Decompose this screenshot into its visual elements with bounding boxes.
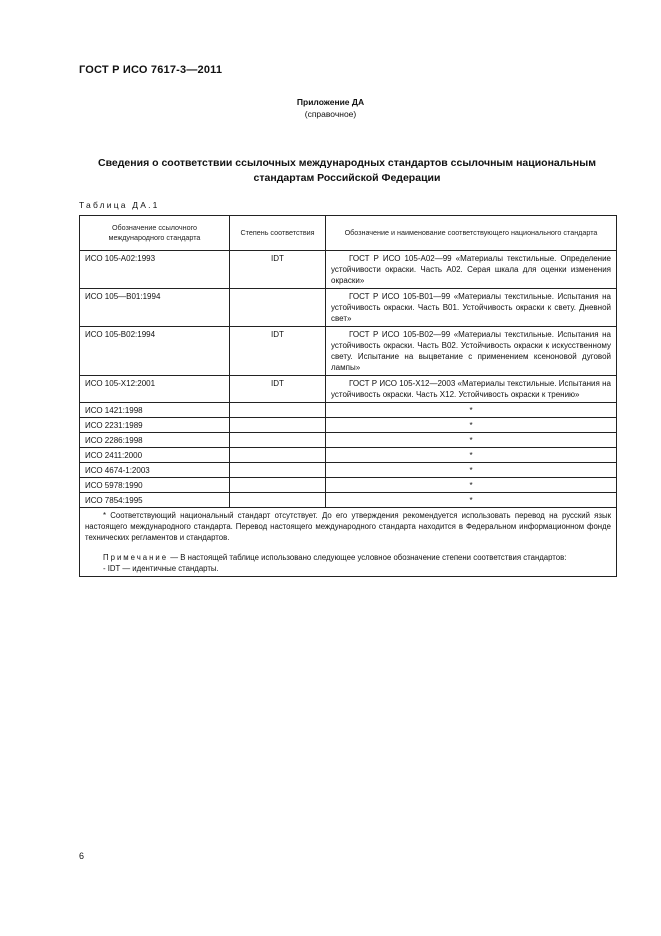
appendix-heading xyxy=(0,96,661,120)
cell-description: ГОСТ Р ИСО 105-В02—99 «Материалы текстильные. Испытания на устойчивость окраски. Часть В02. Устойчивость окраски к искусственному свету. Испытание на выцветание с применением ксеноновой дуговой лампы» xyxy=(326,327,617,376)
table-row xyxy=(80,289,617,327)
cell-description: * xyxy=(326,448,617,463)
section-title-line-2: стандартам Российской Федерации xyxy=(253,172,441,184)
table-row xyxy=(80,418,617,433)
note-item: - IDT — идентичные стандарты. xyxy=(103,564,219,573)
footnote-text: * Соответствующий национальный стандарт отсутствует. До его утверждения рекомендуется использовать перевод на русский язык настоящего международного стандарта. Перевод настоящего международного стандарта находится в Федеральном информационном фонде технических регламентов и стандартов. xyxy=(85,511,611,542)
document-header: ГОСТ Р ИСО 7617-3—2011 xyxy=(79,64,223,76)
cell-code: ИСО 7854:1995 xyxy=(80,493,230,508)
table-row xyxy=(80,433,617,448)
appendix-subtitle: (справочное) xyxy=(304,109,357,119)
table-row xyxy=(80,403,617,418)
note-text: — В настоящей таблице использовано следующее условное обозначение степени соответствия стандартов: xyxy=(168,553,567,562)
cell-degree xyxy=(230,493,326,508)
cell-code: ИСО 2286:1998 xyxy=(80,433,230,448)
header-national-standard: Обозначение и наименование соответствующего национального стандарта xyxy=(326,216,617,251)
table-row xyxy=(80,376,617,403)
cell-degree xyxy=(230,448,326,463)
section-title-line-1: Сведения о соответствии ссылочных международных стандартов ссылочным национальным xyxy=(98,157,596,169)
note-label: Примечание xyxy=(103,553,169,562)
cell-description: * xyxy=(326,463,617,478)
header-international-standard: Обозначение ссылочного международного стандарта xyxy=(80,216,230,251)
note-paragraph xyxy=(85,552,611,563)
table-caption: Таблица ДА.1 xyxy=(79,200,160,210)
cell-degree xyxy=(230,433,326,448)
header-degree: Степень соответствия xyxy=(230,216,326,251)
cell-description: * xyxy=(326,433,617,448)
cell-degree xyxy=(230,463,326,478)
cell-code: ИСО 105-Х12:2001 xyxy=(80,376,230,403)
table-row xyxy=(80,251,617,289)
cell-description: ГОСТ Р ИСО 105-В01—99 «Материалы текстильные. Испытания на устойчивость окраски. Часть В01. Устойчивость окраски к свету. Дневной свет» xyxy=(326,289,617,327)
cell-code: ИСО 2231:1989 xyxy=(80,418,230,433)
table-header-row xyxy=(80,216,617,251)
correspondence-table xyxy=(79,215,617,577)
cell-description: * xyxy=(326,478,617,493)
cell-degree xyxy=(230,403,326,418)
cell-code: ИСО 105-А02:1993 xyxy=(80,251,230,289)
cell-degree: IDT xyxy=(230,376,326,403)
table-row xyxy=(80,463,617,478)
cell-degree xyxy=(230,418,326,433)
table-row xyxy=(80,478,617,493)
cell-description: * xyxy=(326,493,617,508)
cell-description: ГОСТ Р ИСО 105-Х12—2003 «Материалы текстильные. Испытания на устойчивость окраски. Часть Х12. Устойчивость окраски к трению» xyxy=(326,376,617,403)
cell-code: ИСО 105-В02:1994 xyxy=(80,327,230,376)
table-row xyxy=(80,493,617,508)
table-row xyxy=(80,327,617,376)
section-title xyxy=(79,156,615,186)
cell-description: * xyxy=(326,418,617,433)
table-footnote xyxy=(80,508,617,577)
table-row xyxy=(80,448,617,463)
cell-degree xyxy=(230,289,326,327)
table-footnote-row xyxy=(80,508,617,577)
cell-code: ИСО 2411:2000 xyxy=(80,448,230,463)
cell-code: ИСО 1421:1998 xyxy=(80,403,230,418)
cell-code: ИСО 4674-1:2003 xyxy=(80,463,230,478)
cell-degree xyxy=(230,478,326,493)
appendix-title: Приложение ДА xyxy=(296,97,365,107)
page-number: 6 xyxy=(79,851,85,861)
cell-code: ИСО 105—В01:1994 xyxy=(80,289,230,327)
cell-code: ИСО 5978:1990 xyxy=(80,478,230,493)
cell-description: ГОСТ Р ИСО 105-А02—99 «Материалы текстильные. Определение устойчивости окраски. Часть А02. Серая шкала для оценки изменения окраски» xyxy=(326,251,617,289)
cell-description: * xyxy=(326,403,617,418)
cell-degree: IDT xyxy=(230,251,326,289)
cell-degree: IDT xyxy=(230,327,326,376)
